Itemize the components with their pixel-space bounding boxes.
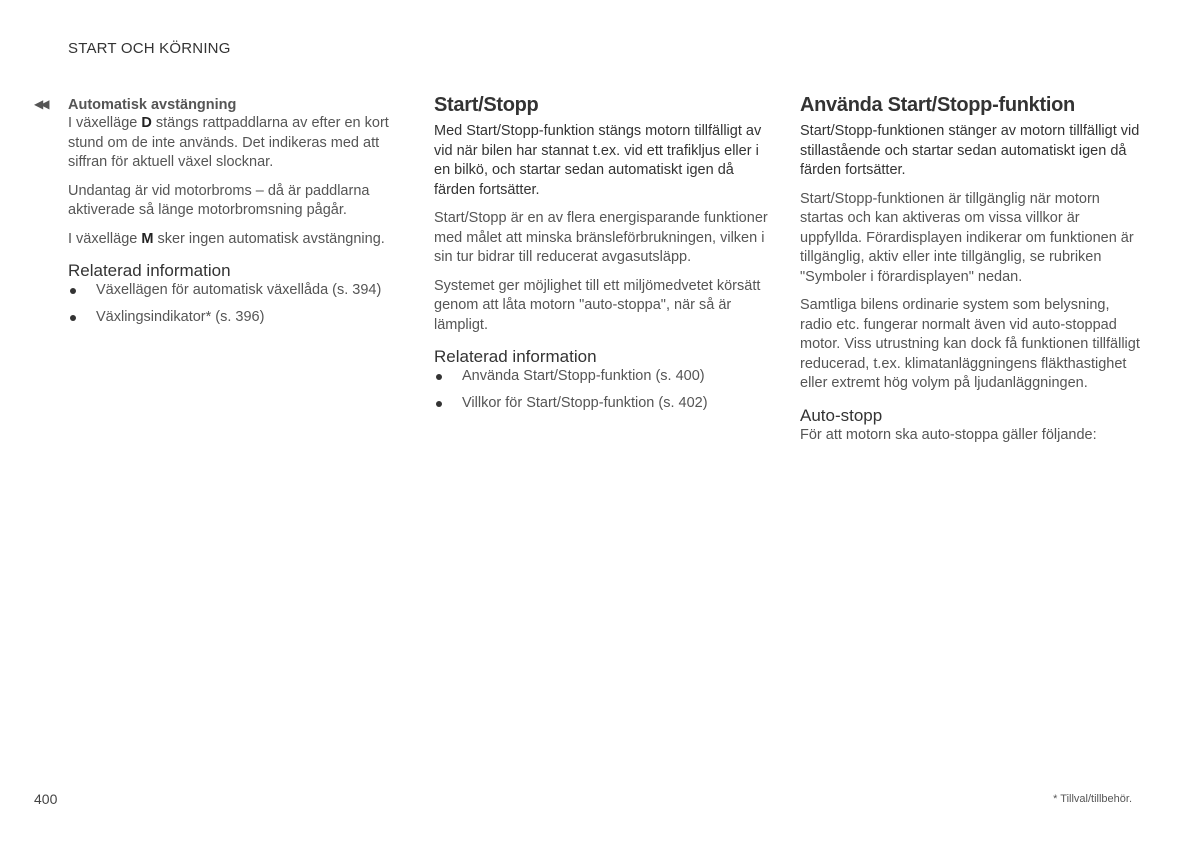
lead-paragraph: Start/Stopp-funktionen stänger av motorn tillfälligt vid stillastående och startar sedan automatiskt igen då färden fortsätter. [800, 123, 1140, 178]
paragraph: För att motorn ska auto-stoppa gäller följande: [800, 426, 1097, 443]
paragraph: Start/Stopp-funktionen är tillgänglig när motorn startas och kan aktiveras om vissa villkor är uppfyllda. Förardisplayen indikerar om funktionen är tillgänglig, aktiv eller inte tillgänglig, se rubriken "Symboler i förardisplayen" nedan. [800, 190, 1134, 285]
related-heading: Relaterad information [434, 347, 597, 366]
related-link[interactable]: Växlingsindikator* (s. 396) [68, 308, 408, 328]
column-left [68, 94, 408, 334]
related-list [434, 367, 774, 413]
paragraph: I växelläge D stängs rattpaddlarna av efter en kort stund om de inte används. Det indikeras med att siffran för aktuell växel slocknar. [68, 115, 389, 170]
bullet-icon [70, 288, 76, 294]
related-list [68, 281, 408, 327]
paragraph: Samtliga bilens ordinarie system som belysning, radio etc. fungerar normalt även vid auto-stoppad motor. Viss utrustning kan dock få funktionen tillfälligt reducerad, t.ex. klimatanläggningens fläkthastighet eller extremt hög volym på ljudanläggningen. [800, 297, 1140, 391]
related-link[interactable]: Växellägen för automatisk växellåda (s. 394) [68, 281, 408, 301]
related-link[interactable]: Villkor för Start/Stopp-funktion (s. 402) [434, 394, 774, 414]
bullet-icon [436, 401, 442, 407]
column-right [800, 94, 1140, 454]
subheading-auto-stopp: Auto-stopp [800, 405, 883, 425]
subheading-automatisk-avstangning: Automatisk avstängning [68, 97, 237, 113]
paragraph: Start/Stopp är en av flera energisparande funktioner med målet att minska bränsleförbrukningen, vilken i sin tur bidrar till reducerat avgasutsläpp. [434, 210, 768, 265]
bullet-icon [436, 374, 442, 380]
double-left-arrow-icon: ◀◀ [34, 97, 47, 111]
related-link[interactable]: Använda Start/Stopp-funktion (s. 400) [434, 367, 774, 387]
section-title: Start/Stopp [434, 94, 539, 116]
paragraph: Undantag är vid motorbroms – då är paddlarna aktiverade så länge motorbromsning pågår. [68, 182, 370, 218]
section-title: Använda Start/Stopp-funktion [800, 94, 1075, 116]
lead-paragraph: Med Start/Stopp-funktion stängs motorn tillfälligt av vid när bilen har stannat t.ex. vid ett trafikljus eller i en bilkö, och startar sedan automatiskt igen då färden fortsätter. [434, 123, 762, 198]
column-middle [434, 94, 774, 420]
gear-key-d: D [141, 115, 152, 131]
bullet-icon [70, 315, 76, 321]
footnote: * Tillval/tillbehör. [1053, 793, 1132, 805]
gear-key-m: M [141, 230, 154, 247]
related-heading: Relaterad information [68, 261, 231, 280]
page-number: 400 [34, 791, 58, 807]
paragraph: I växelläge M sker ingen automatisk avstängning. [68, 230, 385, 247]
paragraph: Systemet ger möjlighet till ett miljömedvetet körsätt genom att låta motorn "auto-stoppa", när så är lämpligt. [434, 277, 761, 333]
section-header: START OCH KÖRNING [68, 40, 231, 57]
